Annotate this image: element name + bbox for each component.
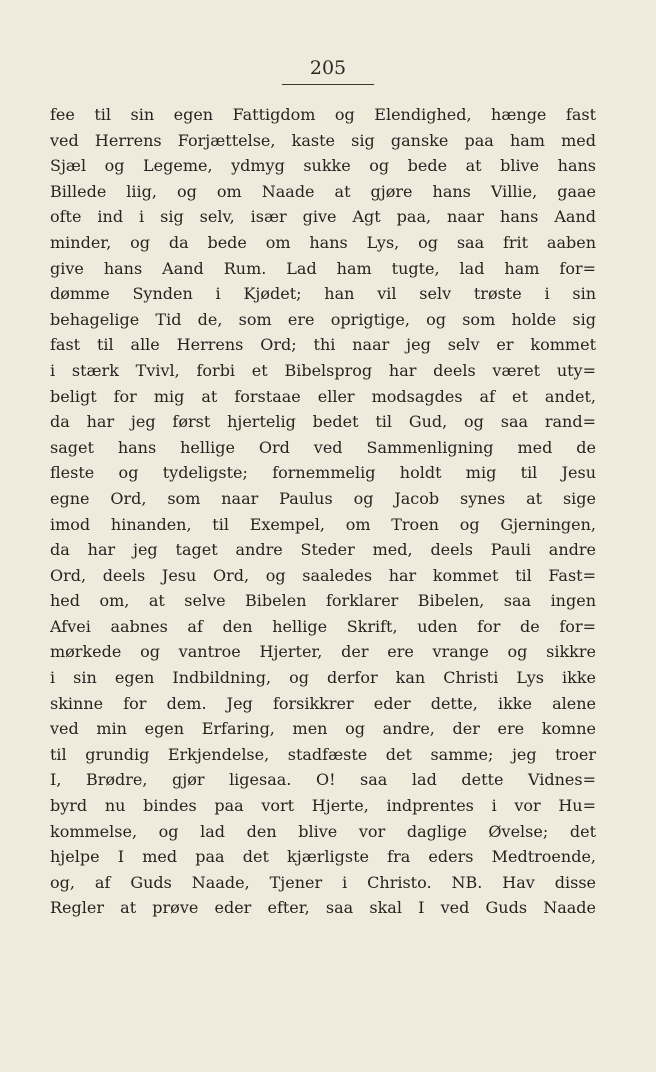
text-line: ved min egen Erfaring, men og andre, der ere komne	[50, 719, 596, 739]
text-line: egne Ord, som naar Paulus og Jacob synes at sige	[50, 488, 596, 508]
text-line: Regler at prøve eder efter, saa skal I ved Guds Naade	[50, 898, 596, 918]
text-line: ved Herrens Forjættelse, kaste sig ganske paa ham med	[50, 130, 596, 150]
text-line: fast til alle Herrens Ord; thi naar jeg selv er kommet	[50, 335, 596, 355]
text-line: give hans Aand Rum. Lad ham tugte, lad ham for=	[50, 258, 596, 278]
text-line: beligt for mig at forstaae eller modsagdes af et andet,	[50, 386, 596, 406]
text-line: dømme Synden i Kjødet; han vil selv trøste i sin	[50, 284, 596, 304]
text-line: og, af Guds Naade, Tjener i Christo. NB. Hav disse	[50, 872, 596, 892]
text-line: saget hans hellige Ord ved Sammenligning med de	[50, 437, 596, 457]
text-line: i sin egen Indbildning, og derfor kan Christi Lys ikke	[50, 668, 596, 688]
text-line: kommelse, og lad den blive vor daglige Øvelse; det	[50, 821, 596, 841]
text-line: fee til sin egen Fattigdom og Elendighed, hænge fast	[50, 105, 596, 124]
text-line: hjelpe I med paa det kjærligste fra eders Medtroende,	[50, 847, 596, 867]
text-line: i stærk Tvivl, forbi et Bibelsprog har deels været uty=	[50, 360, 596, 380]
text-line: da har jeg først hjertelig bedet til Gud, og saa rand=	[50, 412, 596, 432]
body-text	[50, 102, 596, 921]
text-line: hed om, at selve Bibelen forklarer Bibelen, saa ingen	[50, 591, 596, 611]
text-line: Ord, deels Jesu Ord, og saaledes har kommet til Fast=	[50, 565, 596, 585]
text-line: minder, og da bede om hans Lys, og saa frit aaben	[50, 232, 596, 252]
header-rule	[282, 84, 374, 85]
page-number: 205	[309, 57, 347, 79]
text-line: Afvei aabnes af den hellige Skrift, uden for de for=	[50, 616, 596, 636]
text-line: behagelige Tid de, som ere oprigtige, og som holde sig	[50, 309, 596, 329]
text-line: mørkede og vantroe Hjerter, der ere vrange og sikkre	[50, 642, 596, 662]
text-line: til grundig Erkjendelse, stadfæste det samme; jeg troer	[50, 744, 596, 764]
text-line: da har jeg taget andre Steder med, deels Pauli andre	[50, 540, 596, 560]
text-line: Billede liig, og om Naade at gjøre hans Villie, gaae	[50, 181, 596, 201]
text-line: byrd nu bindes paa vort Hjerte, indprentes i vor Hu=	[50, 796, 596, 816]
text-line: skinne for dem. Jeg forsikkrer eder dette, ikke alene	[50, 693, 596, 713]
text-line: imod hinanden, til Exempel, om Troen og Gjerningen,	[50, 514, 596, 534]
text-line: I, Brødre, gjør ligesaa. O! saa lad dette Vidnes=	[50, 770, 596, 790]
text-line: Sjæl og Legeme, ydmyg sukke og bede at blive hans	[50, 156, 596, 176]
text-line: ofte ind i sig selv, især give Agt paa, naar hans Aand	[50, 207, 596, 227]
text-line: fleste og tydeligste; fornemmelig holdt mig til Jesu	[50, 463, 596, 483]
